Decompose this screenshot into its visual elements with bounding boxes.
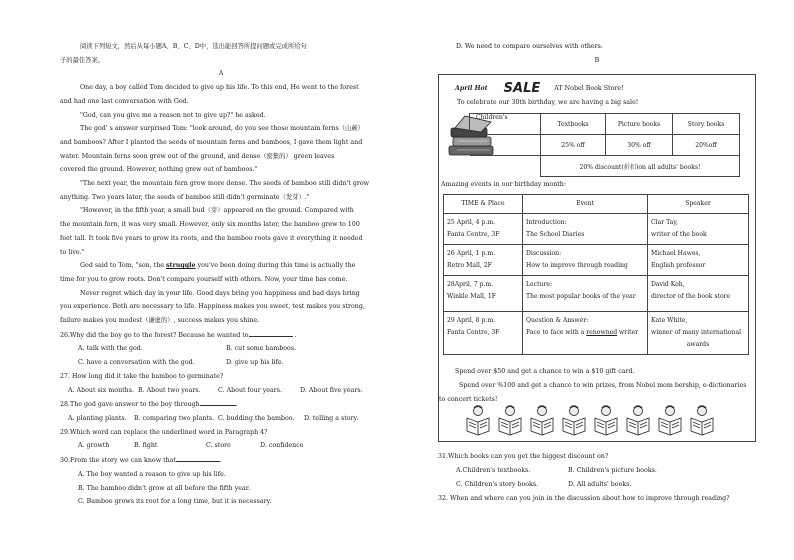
speaker-role: winner of many international: [651, 329, 742, 336]
options-row: [60, 412, 382, 426]
disc-header: Story books: [673, 114, 740, 135]
sale-advertisement: [438, 74, 756, 442]
speaker-role: awards: [686, 341, 710, 348]
option: C. store: [206, 442, 231, 450]
left-column: [60, 40, 382, 509]
passage-line: Never regret which day in your life. Good days bring you happiness and bad days bring: [80, 289, 360, 297]
passage-line: failure makes you modest（谦虚的）, success makes you shine.: [60, 317, 260, 325]
event-type: Introduction:: [526, 219, 567, 226]
option: A. About six months.: [68, 386, 134, 394]
disc-value: 25% off: [541, 135, 606, 156]
section-b-label: B: [594, 56, 600, 64]
option: B. About two years.: [138, 386, 201, 394]
event-time: [444, 214, 523, 245]
option: C. have a conversation with the god.: [78, 359, 195, 367]
question-28: 28.The god gave answer to the boy through .: [60, 397, 382, 412]
option: C. budding the bamboo.: [218, 414, 295, 422]
answer-blank: [176, 453, 220, 462]
speaker-name: David Koh,: [651, 281, 685, 288]
question-27: 27. How long did it take the bamboo to germinate?: [60, 372, 224, 380]
promo-line: Spend over %100 and get a chance to win prizes, from Nobel mom bership, e-dictionaries: [459, 382, 747, 389]
event-title-text: writer: [617, 329, 639, 336]
question-30: 30.From the story we can know that .: [60, 453, 382, 468]
option: B. Children's picture books.: [568, 467, 657, 474]
passage-line: anything. Two years later, the seeds of bamboo still didn't germinate（发芽）.": [60, 193, 310, 201]
passage-line: to live.": [60, 248, 85, 256]
instruction-line-2: 子的最佳答案。: [60, 56, 105, 64]
store-name: AT Nobel Book Store!: [554, 85, 624, 92]
passage-line: and had one last conversation with God.: [60, 97, 189, 105]
question-31: 31.Which books can you get the biggest discount on?: [438, 453, 609, 460]
event-speaker: [648, 214, 749, 245]
event-place: Retro Mall, 2F: [447, 262, 492, 269]
discount-table: [469, 113, 740, 177]
question-text: 30.From the story we can know that: [60, 457, 176, 465]
options-row: [60, 342, 382, 356]
speaker-name: Michael Hawes,: [651, 250, 701, 257]
options-row: [438, 478, 756, 492]
event-type: Lecture:: [526, 281, 553, 288]
passage-line: "God, can you give me a reason not to give up?" he asked.: [80, 111, 266, 119]
disc-value: 30% off: [606, 135, 673, 156]
options-row: [60, 356, 382, 370]
speaker-role: writer of the book: [651, 231, 707, 238]
speaker-name: Clar Tay,: [651, 219, 678, 226]
answer-blank: [249, 328, 293, 337]
promo-line: Spend over $50 and get a chance to win a $10 gift card.: [455, 368, 635, 375]
passage-line: feet tall. It took five years to grow its roots, and the bamboo roots gave it everything it needed: [60, 234, 363, 242]
event-time: [444, 276, 523, 312]
event-place: Fanta Centre, 3F: [447, 329, 500, 336]
empty-cell: [470, 135, 541, 156]
passage-line: and bamboos? After I planted the seeds of mountain ferns and bamboos, I gave them light and: [60, 138, 363, 146]
section-a-label: A: [218, 70, 224, 78]
option: D. All adults' books.: [568, 481, 632, 488]
disc-value: 20%off: [673, 135, 740, 156]
sale-title: SALE: [503, 81, 541, 96]
promo-line: to concert tickets!: [439, 396, 498, 403]
empty-cell: [470, 156, 541, 177]
passage-line: The god' s answer surprised Tom: "look around, do you see those mountain ferns（山蕨）: [80, 125, 364, 133]
event-time: [444, 245, 523, 276]
events-header: Speaker: [648, 195, 749, 214]
events-header: TIME & Place: [444, 195, 523, 214]
event-time: [444, 312, 523, 355]
event-row: [444, 312, 749, 355]
instruction-line-1: 阅读下列短文，然后从每小题A、B、C、D中，选出能回答所提问题或完成所给句: [80, 43, 307, 50]
ad-footer: [439, 365, 746, 407]
option: C. Bamboo grows its root for a long time, but it is necessary.: [78, 498, 272, 506]
options-row: [60, 439, 382, 453]
speaker-name: Kate White,: [651, 317, 688, 324]
answer-blank: [200, 397, 236, 406]
event-desc: [523, 245, 648, 276]
option: A. The boy wanted a reason to give up his life.: [78, 470, 226, 478]
readers-illustration-icon: [465, 405, 735, 437]
option: B. The bamboo didn't grow at all before the fifth year.: [78, 484, 251, 492]
event-time-date: 26 April, 1 p.m.: [447, 250, 496, 257]
event-row: [444, 214, 749, 245]
events-table: [443, 194, 749, 355]
options-row: [60, 384, 382, 398]
passage-line: "However, in the fifth year, a small bud（芽）appeared on the ground. Compared with: [80, 207, 354, 215]
event-speaker: [648, 276, 749, 312]
passage-line: you experience. Both are necessary to life. Happiness makes you sweet, test makes you strong,: [60, 303, 365, 311]
events-heading: Amazing events in our birthday month:: [441, 181, 566, 188]
event-title: The most popular books of the year: [526, 293, 636, 300]
question-text: 26.Why did the boy go to the forest? Because he wanted to: [60, 331, 249, 339]
question-text: 28.The god gave answer to the boy through: [60, 401, 200, 409]
passage-text: God said to Tom, "son, the: [80, 262, 166, 270]
event-time-date: 28April, 7 p.m.: [447, 281, 494, 288]
event-title-text: Face to face with a: [526, 329, 587, 336]
passage-line: covered the ground. However, nothing grew out of bamboos.": [60, 166, 258, 174]
event-title: How to improve through reading: [526, 262, 628, 269]
event-speaker: [648, 245, 749, 276]
option: D. confidence: [260, 442, 304, 450]
passage-line: [60, 259, 382, 273]
event-desc: [523, 276, 648, 312]
option: C. Children's story books.: [456, 481, 539, 488]
passage-text: you've been doing during this time is actually the: [195, 262, 356, 270]
event-time-date: 25 April, 4 p.m.: [447, 219, 496, 226]
option: D. We need to compare ourselves with others.: [456, 43, 603, 50]
event-type: Question & Answer:: [526, 317, 589, 324]
option: A. planting plants.: [68, 414, 127, 422]
passage-line: One day, a boy called Tom decided to give up his life. To this end, He went to the forest: [80, 84, 359, 92]
events-header: Event: [523, 195, 648, 214]
speaker-role: director of the book store: [651, 293, 731, 300]
event-title: [526, 327, 644, 339]
option: A. growth: [78, 442, 110, 450]
right-questions: [438, 450, 756, 506]
option: B. cut some bamboos.: [226, 345, 297, 353]
event-time-date: 29 April, 8 p.m.: [447, 317, 496, 324]
disc-header: Picture books: [606, 114, 673, 135]
question-26: 26.Why did the boy go to the forest? Because he wanted to .: [60, 328, 382, 343]
question-32: 32. When and where can you join in the discussion about how to improve through reading?: [438, 495, 730, 502]
ad-header: [455, 81, 624, 96]
event-title: The School Diaries: [526, 231, 585, 238]
option: A. talk with the god.: [78, 345, 143, 353]
option: A.Children's textbooks.: [456, 467, 531, 474]
disc-header: Children's: [470, 114, 541, 135]
option: C. About four years.: [218, 386, 283, 394]
option: B. comparing two plants.: [134, 414, 215, 422]
ad-subtitle: To celebrate our 30th birthday, we are having a big sale!: [457, 99, 639, 106]
event-place: Winkle Mall, 1F: [447, 293, 496, 300]
event-speaker: [648, 312, 749, 355]
passage-line: the mountain fern, it was very small. However, only six months later, the bamboo grew to 100: [60, 221, 360, 229]
right-column-top: [438, 40, 756, 67]
disc-header: Textbooks: [541, 114, 606, 135]
underlined-word: renowned: [586, 329, 618, 336]
event-desc: [523, 214, 648, 245]
option: D. telling a story.: [304, 414, 359, 422]
event-place: Fanta Centre, 3F: [447, 231, 500, 238]
options-row: [438, 464, 756, 478]
question-29: 29.Which word can replace the underlined word in Paragraph 4?: [60, 428, 268, 436]
april-hot-label: April Hot: [455, 85, 488, 92]
passage-line: time for you to grow roots. Don't compare yourself with others. Now, your time has come.: [60, 275, 348, 283]
event-type: Discussion:: [526, 250, 562, 257]
passage-line: water. Mountain ferns soon grew out of the ground, and dense（密集的） green leaves: [60, 152, 335, 160]
option: D. give up his life.: [226, 359, 284, 367]
event-row: [444, 276, 749, 312]
disc-all-adults: 20% discount(折扣)on all adults' books!: [541, 156, 740, 177]
option: D. About five years.: [300, 386, 363, 394]
event-row: [444, 245, 749, 276]
speaker-role: English professor: [651, 262, 706, 269]
event-desc: [523, 312, 648, 355]
underlined-word: struggle: [165, 262, 196, 270]
option: B. fight: [134, 442, 158, 450]
passage-line: "The next year, the mountain fern grew more dense. The seeds of bamboo still didn't grow: [80, 180, 370, 188]
